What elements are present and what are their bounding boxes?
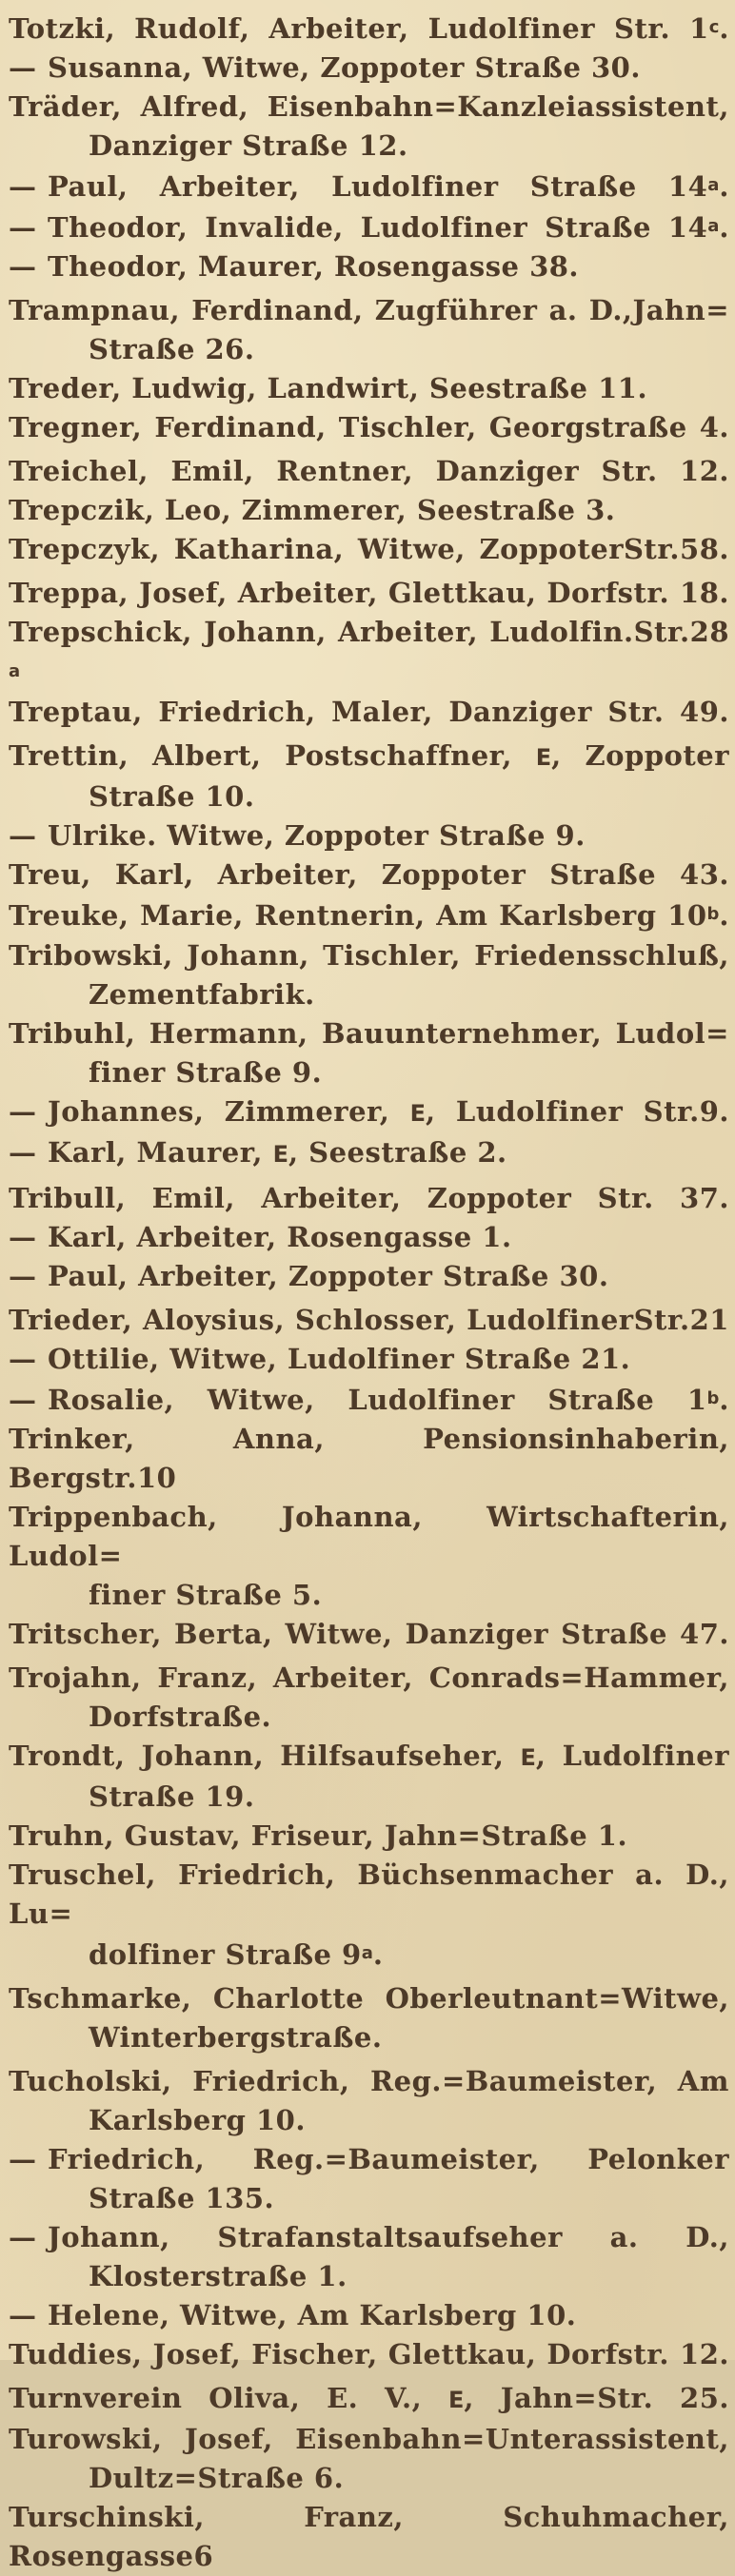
- entry-text: Trondt, Johann, Hilfsaufseher,: [9, 1739, 521, 1772]
- ditto-dash: —: [9, 2298, 36, 2331]
- directory-entries: [9, 8, 729, 2576]
- entry-text: Treder, Ludwig, Landwirt, Seestraße 11.: [9, 372, 648, 405]
- ditto-dash: —: [9, 819, 36, 853]
- entry-text: Straße 135.: [89, 2181, 275, 2214]
- entry-text: Rosalie, Witwe, Ludolfiner Straße 1: [48, 1383, 707, 1416]
- entry-text: Straße 19.: [89, 1780, 255, 1813]
- directory-line-entry: [9, 1179, 729, 1218]
- directory-line-entry: [9, 613, 729, 693]
- entry-text: Trinker, Anna, Pensionsinhaberin, Bergstr.10: [9, 1422, 729, 1494]
- ditto-dash: —: [9, 2142, 36, 2175]
- entry-text: Trieder, Aloysius, Schlosser, LudolfinerStr.21: [9, 1303, 729, 1336]
- directory-line-entry: [9, 291, 729, 330]
- ditto-dash: —: [9, 170, 36, 204]
- entry-text: Dorfstraße.: [89, 1700, 272, 1733]
- directory-line-entry: [9, 855, 729, 895]
- entry-text: .: [719, 899, 729, 933]
- house-number-letter: a: [707, 175, 720, 196]
- entry-text: Friedrich, Reg.=Baumeister, Pelonker: [48, 2142, 729, 2175]
- directory-line-ditto: [9, 247, 729, 286]
- entry-text: Susanna, Witwe, Zoppoter Straße 30.: [48, 51, 641, 85]
- directory-line-entry: [9, 1014, 729, 1053]
- ditto-dash: —: [9, 250, 36, 284]
- entry-text: Paul, Arbeiter, Ludolfiner Straße 14: [48, 170, 708, 204]
- house-number-letter: a: [707, 216, 720, 237]
- house-number-letter: a: [9, 661, 21, 682]
- directory-line-entry: [9, 1301, 729, 1340]
- directory-line-ditto: [9, 1092, 729, 1133]
- directory-line-entry: [9, 369, 729, 408]
- ditto-dash: —: [9, 1135, 36, 1169]
- directory-line-entry: [9, 2335, 729, 2374]
- entry-text: .: [719, 170, 729, 204]
- entry-text: Tregner, Ferdinand, Tischler, Georgstraße 4.: [9, 411, 729, 444]
- entry-text: , Ludolfiner Str.9.: [426, 1094, 729, 1128]
- entry-text: Treppa, Josef, Arbeiter, Glettkau, Dorfstr. 18.: [9, 577, 729, 610]
- directory-line-continuation: [9, 1778, 729, 1817]
- house-number-letter: b: [706, 904, 720, 925]
- directory-line-entry: [9, 574, 729, 613]
- entry-text: Tritscher, Berta, Witwe, Danziger Straße 47.: [9, 1617, 729, 1650]
- directory-line-ditto: [9, 1218, 729, 1257]
- directory-line-ditto: [9, 816, 729, 855]
- entry-text: Tribull, Emil, Arbeiter, Zoppoter Str. 37.: [9, 1181, 729, 1214]
- entry-text: Truschel, Friedrich, Büchsenmacher a. D., Lu=: [9, 1858, 729, 1930]
- entry-text: Helene, Witwe, Am Karlsberg 10.: [48, 2298, 577, 2331]
- directory-line-continuation: [9, 1053, 729, 1092]
- entry-text: Tuddies, Josef, Fischer, Glettkau, Dorfstr. 12.: [9, 2337, 729, 2370]
- directory-line-entry: [9, 895, 729, 935]
- entry-text: Paul, Arbeiter, Zoppoter Straße 30.: [48, 1259, 609, 1292]
- entry-text: Trojahn, Franz, Arbeiter, Conrads=Hammer,: [9, 1661, 729, 1694]
- owner-mark-E: E: [535, 744, 552, 772]
- entry-text: Trepschick, Johann, Arbeiter, Ludolfin.Str.28: [9, 616, 729, 649]
- directory-line-continuation: [9, 1576, 729, 1615]
- entry-text: Treu, Karl, Arbeiter, Zoppoter Straße 43.: [9, 858, 729, 892]
- entry-text: Ulrike. Witwe, Zoppoter Straße 9.: [48, 819, 586, 853]
- entry-text: Ottilie, Witwe, Ludolfiner Straße 21.: [48, 1342, 631, 1375]
- directory-line-entry: [9, 737, 729, 777]
- directory-line-ditto: [9, 166, 729, 206]
- entry-text: Johannes, Zimmerer,: [48, 1094, 410, 1128]
- entry-text: Treuke, Marie, Rentnerin, Am Karlsberg 10: [9, 899, 707, 933]
- directory-line-continuation: [9, 2101, 729, 2140]
- entry-text: Karlsberg 10.: [89, 2103, 306, 2136]
- entry-text: , Zoppoter: [551, 739, 729, 773]
- owner-mark-E: E: [272, 1140, 288, 1168]
- directory-line-continuation: [9, 2018, 729, 2057]
- directory-line-ditto: [9, 1257, 729, 1296]
- directory-line-continuation: [9, 127, 729, 166]
- directory-line-entry: [9, 2379, 729, 2420]
- entry-text: .: [719, 211, 729, 245]
- ditto-dash: —: [9, 1342, 36, 1375]
- entry-text: Tribuhl, Hermann, Bauunternehmer, Ludol=: [9, 1016, 729, 1050]
- directory-line-entry: [9, 2420, 729, 2459]
- directory-line-entry: [9, 1856, 729, 1934]
- entry-text: Träder, Alfred, Eisenbahn=Kanzleiassistent,: [9, 90, 729, 124]
- directory-line-continuation: [9, 330, 729, 369]
- directory-line-entry: [9, 530, 729, 569]
- directory-line-continuation: [9, 1698, 729, 1737]
- entry-text: Tucholski, Friedrich, Reg.=Baumeister, Am: [9, 2064, 729, 2097]
- owner-mark-E: E: [447, 2386, 465, 2413]
- directory-line-entry: [9, 491, 729, 530]
- entry-text: Trepczyk, Katharina, Witwe, ZoppoterStr.58.: [9, 533, 729, 566]
- entry-text: Klosterstraße 1.: [89, 2259, 348, 2292]
- directory-line-ditto: [9, 1379, 729, 1420]
- entry-text: .: [372, 1937, 384, 1971]
- entry-text: dolfiner Straße 9: [89, 1937, 362, 1971]
- entry-text: .: [719, 1383, 729, 1416]
- entry-text: finer Straße 9.: [89, 1055, 323, 1089]
- ditto-dash: —: [9, 1094, 36, 1128]
- entry-text: Johann, Strafanstaltsaufseher a. D.,: [48, 2220, 729, 2253]
- directory-line-entry: [9, 2062, 729, 2101]
- directory-line-continuation: [9, 777, 729, 816]
- house-number-letter: c: [708, 17, 720, 37]
- directory-line-entry: [9, 693, 729, 732]
- entry-text: Trettin, Albert, Postschaffner,: [9, 739, 536, 773]
- directory-line-continuation: [9, 1934, 729, 1975]
- entry-text: Winterbergstraße.: [89, 2020, 383, 2054]
- directory-line-entry: [9, 1420, 729, 1498]
- entry-text: Trippenbach, Johanna, Wirtschafterin, Ludol=: [9, 1500, 729, 1572]
- entry-text: Totzki, Rudolf, Arbeiter, Ludolfiner Str. 1: [9, 12, 709, 46]
- house-number-letter: b: [706, 1387, 720, 1408]
- directory-line-entry: [9, 452, 729, 491]
- entry-text: Turowski, Josef, Eisenbahn=Unterassistent,: [9, 2422, 729, 2455]
- entry-text: finer Straße 5.: [89, 1578, 323, 1611]
- directory-line-ditto: [9, 206, 729, 247]
- entry-text: Turschinski, Franz, Schuhmacher, Rosengasse6: [9, 2500, 729, 2572]
- directory-line-entry: [9, 1659, 729, 1698]
- directory-line-entry: [9, 8, 729, 49]
- directory-line-continuation: [9, 2179, 729, 2218]
- directory-line-entry: [9, 936, 729, 975]
- entry-text: Theodor, Invalide, Ludolfiner Straße 14: [48, 211, 708, 245]
- directory-line-ditto: [9, 1133, 729, 1174]
- directory-line-entry: [9, 1979, 729, 2018]
- ditto-dash: —: [9, 1220, 36, 1253]
- ditto-dash: —: [9, 211, 36, 245]
- ditto-dash: —: [9, 51, 36, 85]
- owner-mark-E: E: [409, 1099, 427, 1127]
- directory-line-entry: [9, 1498, 729, 1576]
- entry-text: Tribowski, Johann, Tischler, Friedensschluß,: [9, 938, 729, 972]
- entry-text: Theodor, Maurer, Rosengasse 38.: [48, 250, 580, 284]
- entry-text: Turnverein Oliva, E. V.,: [9, 2381, 448, 2414]
- directory-line-ditto: [9, 2218, 729, 2257]
- entry-text: , Ludolfiner: [535, 1739, 729, 1772]
- entry-text: Trampnau, Ferdinand, Zugführer a. D.,Jahn=: [9, 294, 729, 327]
- directory-line-entry: [9, 1817, 729, 1856]
- owner-mark-E: E: [520, 1743, 536, 1771]
- directory-line-ditto: [9, 2296, 729, 2335]
- entry-text: , Jahn=Str. 25.: [464, 2381, 729, 2414]
- entry-text: Tschmarke, Charlotte Oberleutnant=Witwe,: [9, 1981, 729, 2015]
- entry-text: Trepczik, Leo, Zimmerer, Seestraße 3.: [9, 494, 616, 527]
- entry-text: Treichel, Emil, Rentner, Danziger Str. 12.: [9, 455, 729, 488]
- entry-text: , Seestraße 2.: [288, 1135, 507, 1169]
- entry-text: Straße 26.: [89, 333, 255, 366]
- directory-line-ditto: [9, 2140, 729, 2179]
- entry-text: .: [719, 12, 729, 46]
- directory-line-ditto: [9, 1340, 729, 1379]
- directory-line-entry: [9, 1737, 729, 1778]
- directory-line-entry: [9, 408, 729, 447]
- directory-line-continuation: [9, 2459, 729, 2498]
- directory-line-entry: [9, 88, 729, 127]
- directory-line-entry: [9, 2498, 729, 2576]
- entry-text: Truhn, Gustav, Friseur, Jahn=Straße 1.: [9, 1819, 628, 1852]
- entry-text: Treptau, Friedrich, Maler, Danziger Str. 49.: [9, 696, 729, 729]
- directory-line-continuation: [9, 975, 729, 1014]
- entry-text: Karl, Maurer,: [48, 1135, 273, 1169]
- entry-text: Danziger Straße 12.: [89, 129, 408, 163]
- ditto-dash: —: [9, 1383, 36, 1416]
- entry-text: Dultz=Straße 6.: [89, 2461, 345, 2494]
- directory-line-ditto: [9, 49, 729, 88]
- entry-text: Karl, Arbeiter, Rosengasse 1.: [48, 1220, 512, 1253]
- directory-line-continuation: [9, 2257, 729, 2296]
- ditto-dash: —: [9, 1259, 36, 1292]
- entry-text: Straße 10.: [89, 780, 255, 814]
- directory-line-entry: [9, 1615, 729, 1654]
- ditto-dash: —: [9, 2220, 36, 2253]
- house-number-letter: a: [361, 1942, 373, 1963]
- entry-text: Zementfabrik.: [89, 977, 315, 1011]
